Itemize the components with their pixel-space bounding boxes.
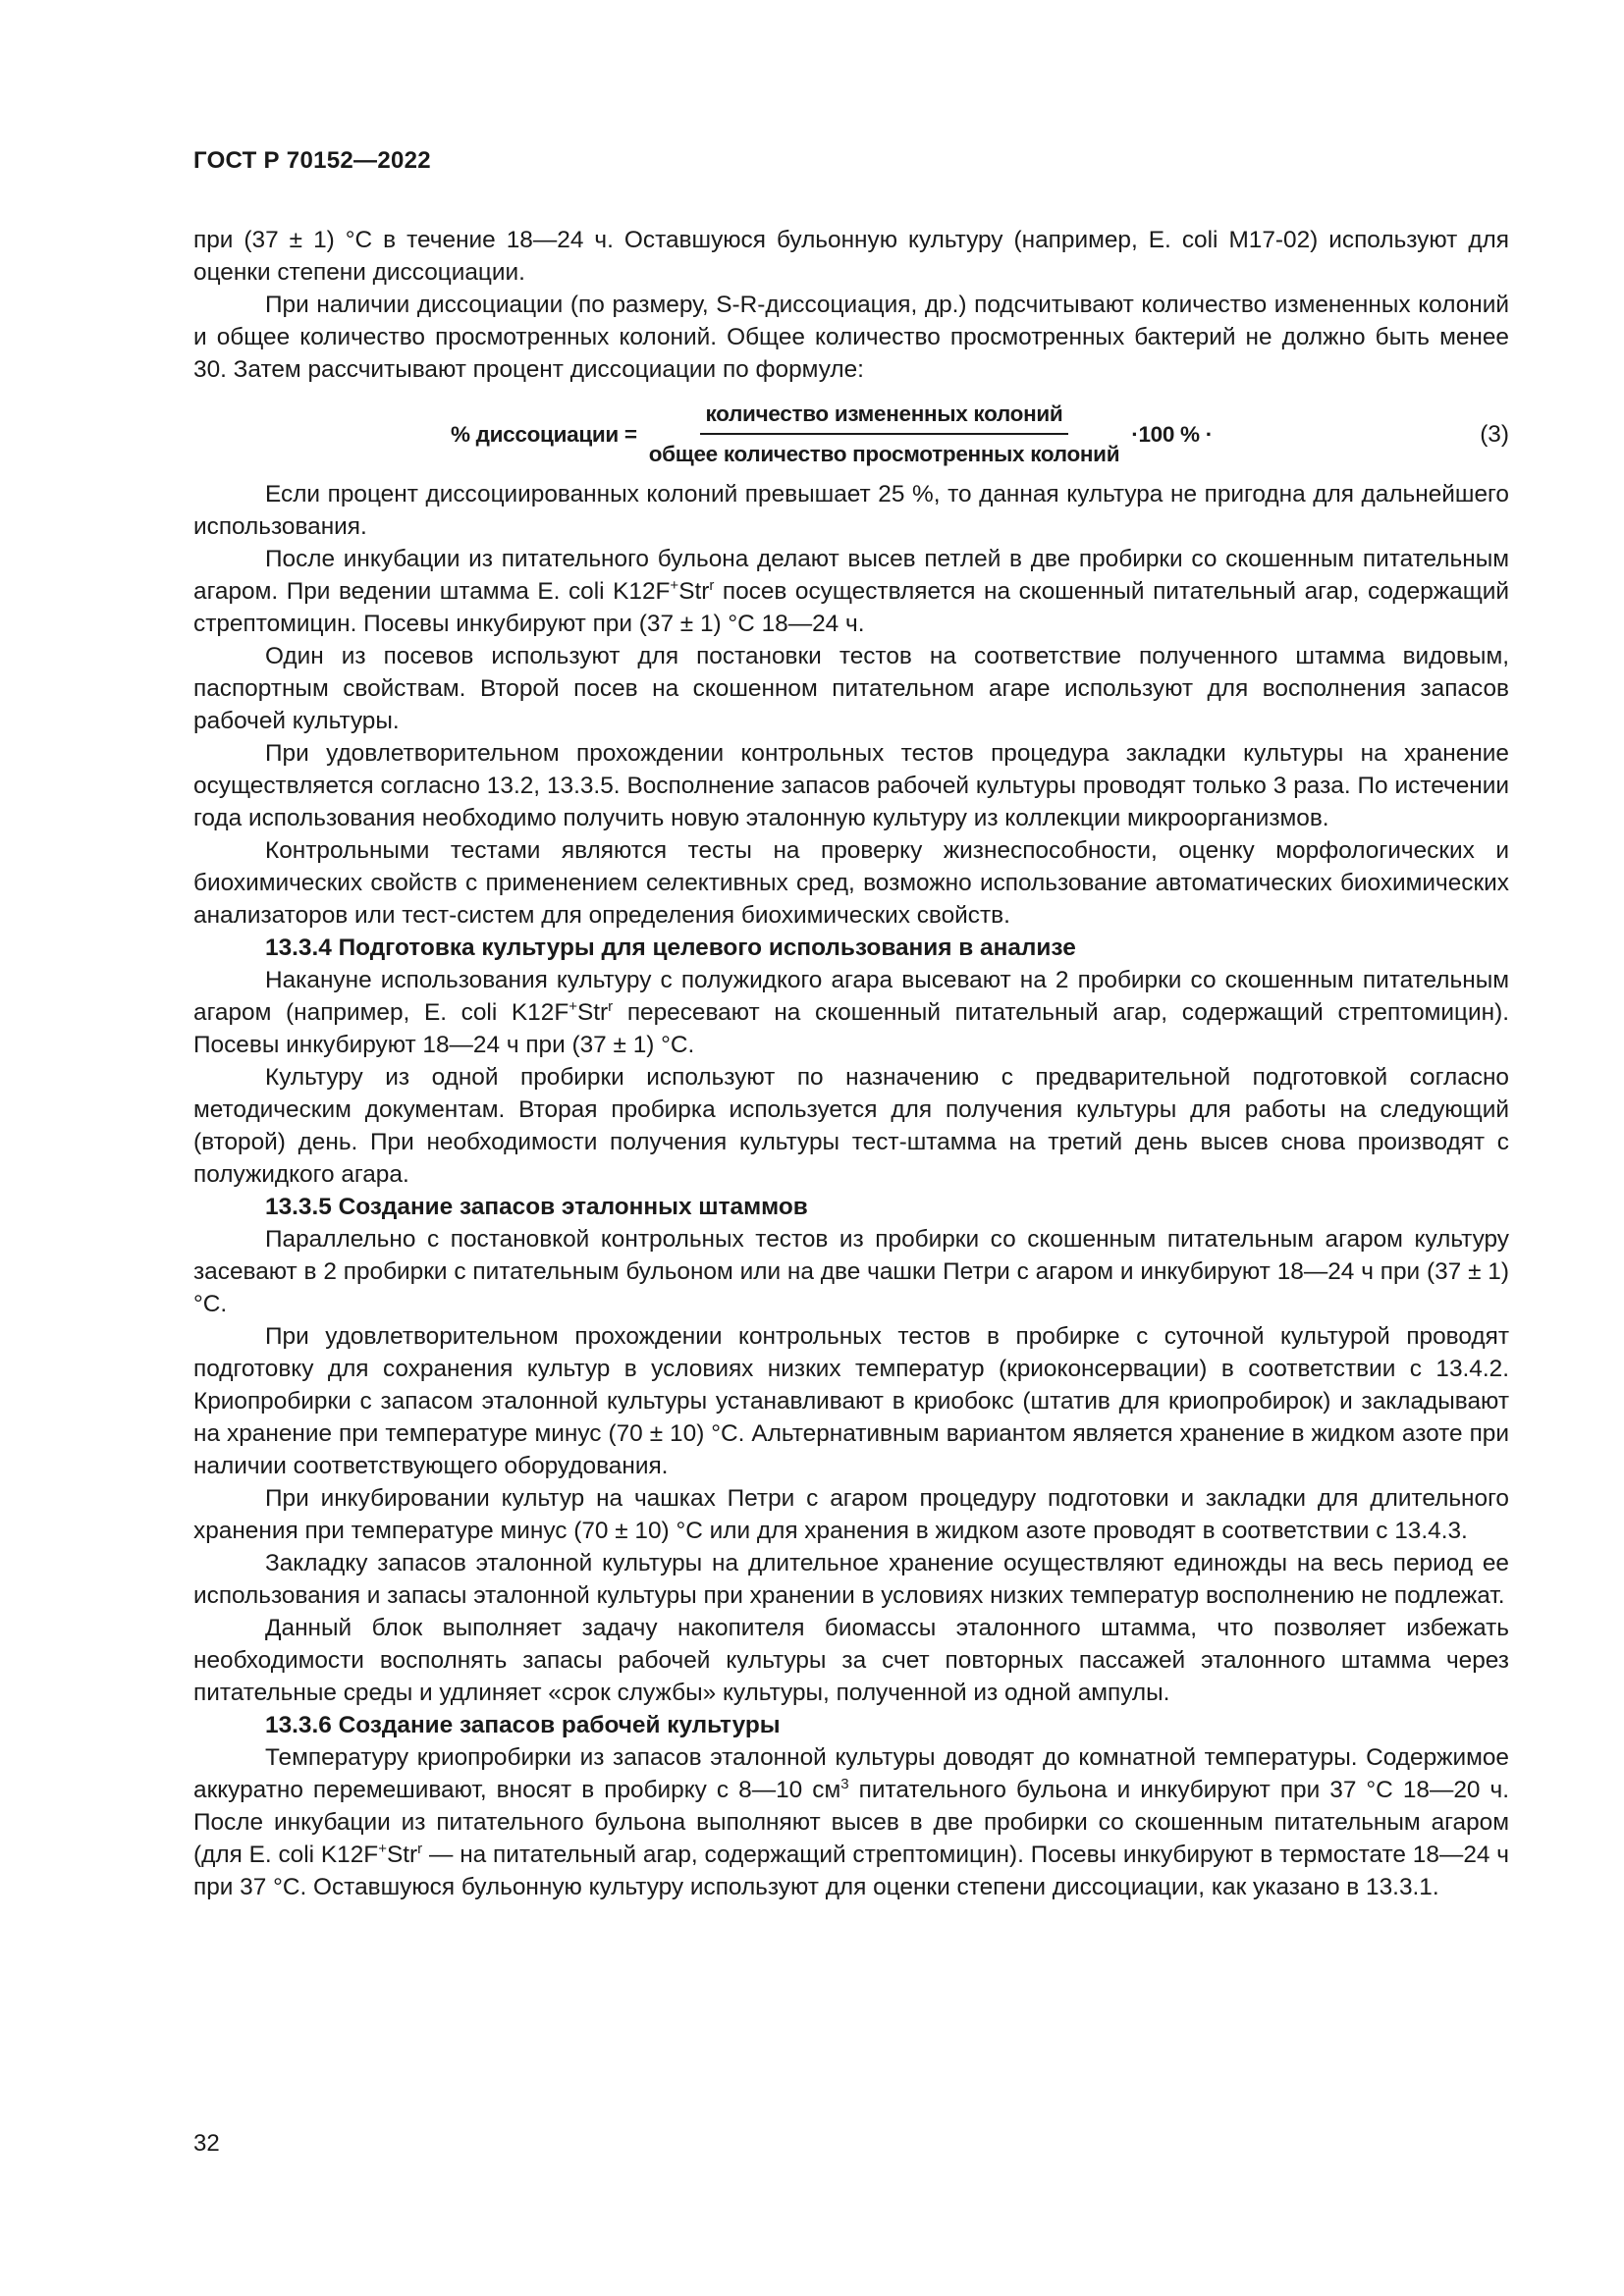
formula-lhs: % диссоциации = bbox=[451, 421, 637, 447]
section-heading: 13.3.4 Подготовка культуры для целевого использования в анализе bbox=[265, 934, 1076, 961]
formula-fraction bbox=[643, 398, 1126, 470]
text-run: Str bbox=[386, 1842, 418, 1868]
superscript: + bbox=[670, 577, 679, 594]
paragraph bbox=[193, 1741, 1509, 1903]
equation-number: (3) bbox=[1480, 421, 1509, 448]
paragraph: Если процент диссоциированных колоний превышает 25 %, то данная культура не пригодна для дальнейшего использования. bbox=[193, 481, 1509, 540]
paragraph: Данный блок выполняет задачу накопителя биомассы эталонного штамма, что позволяет избежать необходимости восполнять запасы рабочей культуры за счет повторных пассажей эталонного штамма через питательные среды и удлиняет «срок службы» культуры, полученной из одной ампулы. bbox=[193, 1615, 1509, 1706]
text-run: Str bbox=[576, 999, 609, 1026]
paragraph bbox=[193, 543, 1509, 640]
paragraph: Один из посевов используют для постановки тестов на соответствие полученного штамма видовым, паспортным свойствам. Второй посев на скошенном питательном агаре используют для восполнения запасов рабочей культуры. bbox=[193, 643, 1509, 734]
formula-block bbox=[193, 390, 1509, 476]
formula-rhs: ·100 % · bbox=[1131, 421, 1213, 447]
text-run: посев осуществляется на скошенный питательный агар, содержащий стрептомицин. Посевы инкубируют при (37 ± 1) °С 18—24 ч. bbox=[193, 578, 1510, 637]
text-run: пересевают на скошенный питательный агар, содержащий стрептомицин). Посевы инкубируют 18—24 ч при (37 ± 1) °С. bbox=[193, 999, 1509, 1058]
paragraph: Культуру из одной пробирки используют по назначению с предварительной подготовкой согласно методическим документам. Вторая пробирка используется для получения культуры для работы на следующий (второй) день. При необходимости получения культуры тест-штамма на третий день высев снова производят с полужидкого агара. bbox=[193, 1064, 1509, 1188]
superscript: + bbox=[568, 998, 577, 1015]
dissociation-formula bbox=[451, 398, 1213, 470]
superscript: r bbox=[709, 577, 715, 594]
superscript: r bbox=[417, 1841, 423, 1857]
paragraph: При удовлетворительном прохождении контрольных тестов процедура закладки культуры на хранение осуществляется согласно 13.2, 13.3.5. Восполнение запасов рабочей культуры проводят только 3 раза. По истечении года использования необходимо получить новую эталонную культуру из коллекции микроорганизмов. bbox=[193, 740, 1509, 831]
text-run: После инкубации из питательного бульона делают высев петлей в две пробирки со скошенным питательным агаром. При ведении штамма E. coli K12F bbox=[193, 546, 1509, 605]
paragraph: При удовлетворительном прохождении контрольных тестов в пробирке с суточной культурой проводят подготовку для сохранения культур в условиях низких температур (криоконсервации) в соответствии с 13.4.2. Криопробирки с запасом эталонной культуры устанавливают в криобокс (штатив для криопробирок) и закладывают на хранение при температуре минус (70 ± 10) °С. Альтернативным вариантом является хранение в жидком азоте при наличии соответствующего оборудования. bbox=[193, 1323, 1509, 1479]
paragraph bbox=[193, 964, 1509, 1061]
text-run: Str bbox=[678, 578, 710, 605]
superscript: r bbox=[608, 998, 614, 1015]
document-header: ГОСТ Р 70152—2022 bbox=[193, 147, 431, 174]
page-number: 32 bbox=[193, 2130, 220, 2157]
paragraph: Контрольными тестами являются тесты на проверку жизнеспособности, оценку морфологических и биохимических свойств с применением селективных сред, возможно использование автоматических биохимических анализаторов или тест-систем для определения биохимических свойств. bbox=[193, 837, 1509, 929]
section-heading: 13.3.5 Создание запасов эталонных штаммов bbox=[265, 1194, 808, 1220]
paragraph: при (37 ± 1) °С в течение 18—24 ч. Оставшуюся бульонную культуру (например, E. coli M17-02) используют для оценки степени диссоциации. bbox=[193, 227, 1509, 286]
document-body bbox=[193, 224, 1509, 1903]
text-run: Накануне использования культуру с полужидкого агара высевают на 2 пробирки со скошенным питательным агаром (например, E. coli K12F bbox=[193, 967, 1509, 1026]
paragraph: Параллельно с постановкой контрольных тестов из пробирки со скошенным питательным агаром культуру засевают в 2 пробирки с питательным бульоном или на две чашки Петри с агаром и инкубируют 18—24 ч при (37 ± 1) °С. bbox=[193, 1226, 1509, 1317]
paragraph: При наличии диссоциации (по размеру, S-R-диссоциация, др.) подсчитывают количество измененных колоний и общее количество просмотренных колоний. Общее количество просмотренных бактерий не должно быть менее 30. Затем рассчитывают процент диссоциации по формуле: bbox=[193, 292, 1509, 383]
paragraph: При инкубировании культур на чашках Петри с агаром процедуру подготовки и закладки для длительного хранения при температуре минус (70 ± 10) °С или для хранения в жидком азоте проводят в соответствии с 13.4.3. bbox=[193, 1485, 1509, 1544]
section-heading: 13.3.6 Создание запасов рабочей культуры bbox=[265, 1712, 781, 1738]
text-run: Температуру криопробирки из запасов эталонной культуры доводят до комнатной температуры. Содержимое аккуратно перемешивают, вносят в пробирку с 8—10 см bbox=[193, 1744, 1509, 1803]
superscript: + bbox=[378, 1841, 387, 1857]
superscript: 3 bbox=[840, 1776, 849, 1792]
paragraph: Закладку запасов эталонной культуры на длительное хранение осуществляют единожды на весь период ее использования и запасы эталонной культуры при хранении в условиях низких температур восполнению не подлежат. bbox=[193, 1550, 1509, 1609]
text-run: питательного бульона и инкубируют при 37 °С 18—20 ч. После инкубации из питательного бульона выполняют высев в две пробирки со скошенным питательным агаром (для E. coli K12F bbox=[193, 1777, 1509, 1868]
formula-denominator: общее количество просмотренных колоний bbox=[648, 442, 1120, 466]
text-run: — на питательный агар, содержащий стрептомицин). Посевы инкубируют в термостате 18—24 ч при 37 °С. Оставшуюся бульонную культуру используют для оценки степени диссоциации, как указано в 13.3.1. bbox=[193, 1842, 1509, 1900]
formula-numerator: количество измененных колоний bbox=[700, 398, 1069, 435]
